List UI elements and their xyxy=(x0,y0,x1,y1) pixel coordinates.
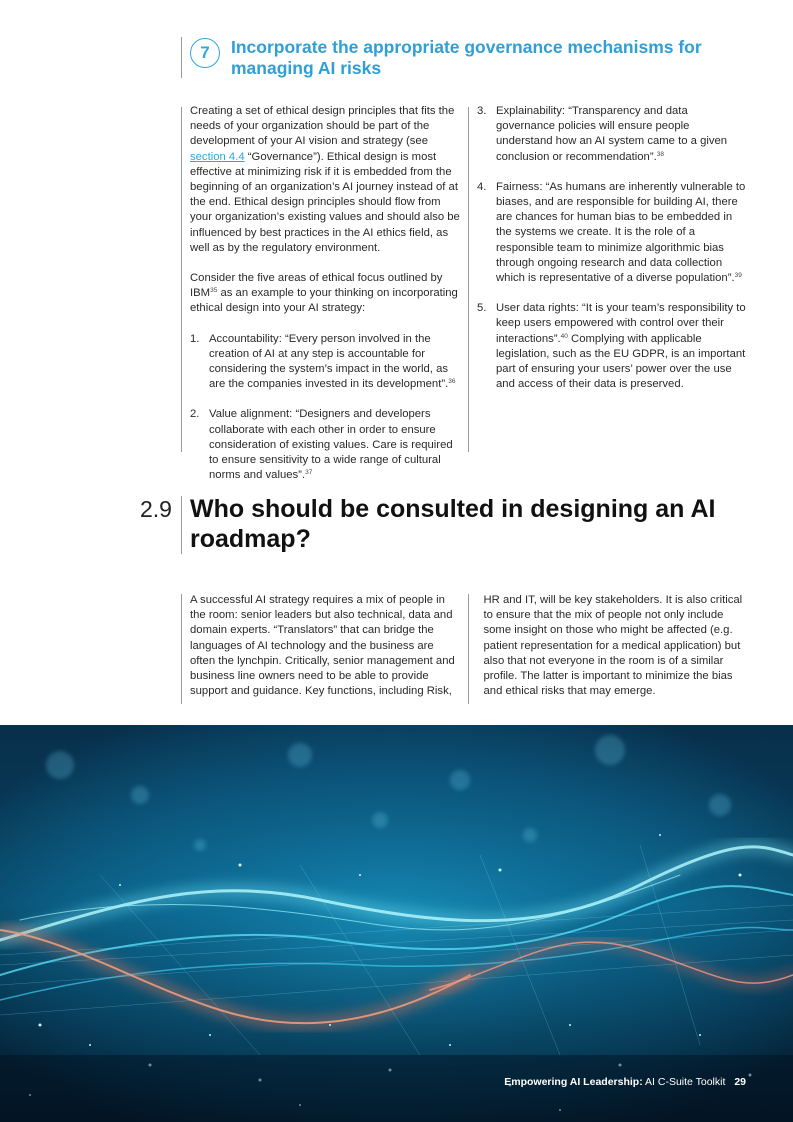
section-body: A successful AI strategy requires a mix of people in the room: senior leaders but also technical, data and domain experts. “Translators” that can bridge the languages of AI technology and the business are often the lynchpin. Critically, senior management and business line owners need to be able to provide support and guidance. Key functions, including Risk, HR and IT, will be key stakeholders. It is also critical to ensure that the mix of people not only include some insight on those who might be affected (e.g. patient representation for a medical application) but also that not everyone in the room is of a similar profile. The latter is important to minimize the bias and ethical risks that may emerge. xyxy=(190,594,743,698)
column-divider-left xyxy=(181,107,182,452)
list-item: 3. Explainability: “Transparency and data governance policies will ensure people understand how an AI system came to a given conclusion or recommendation”.$^{38}$ xyxy=(477,105,728,163)
list-item: 4. Fairness: “As humans are inherently vulnerable to biases, and are responsible for building AI, there are chances for human bias to be embedded in the systems we create. It is the role of a responsible team to minimize algorithmic bias through ongoing research and data collection which is representative of a diverse population”.$^{39}$ xyxy=(477,180,746,285)
intro-paragraph-1: Creating a set of ethical design principles that fits the needs of your organization should be part of the development of your AI vision and strategy (see section 4.4 “Governance”). Ethical design is most effective at minimizing risk if it is embedded from the beginning of an organization’s AI journey instead of at the end. Ethical design principles should flow from your organization’s existing values and should also be influenced by best practices in the AI ethics field, as well as by the regulatory environment. xyxy=(190,105,460,254)
step-divider xyxy=(181,37,182,78)
abstract-data-wave-image xyxy=(0,725,793,1122)
column-divider-mid xyxy=(468,107,469,452)
ethics-list-part-2 xyxy=(477,104,749,392)
section-4-4-link[interactable]: section 4.4 xyxy=(190,150,245,163)
ethics-list-part-1 xyxy=(190,332,462,484)
page-number: 29 xyxy=(734,1076,746,1088)
step-number-badge: 7 xyxy=(190,38,220,68)
list-item: 2. Value alignment: “Designers and developers collaborate with each other in order to ensure consideration of existing values. Care is required to ensure sensitivity to a wide range of cultural norms and values”.$^{37}$ xyxy=(190,408,453,482)
section-number: 2.9 xyxy=(140,496,172,522)
footer-title: AI C-Suite Toolkit xyxy=(645,1076,726,1088)
intro-paragraph-2: Consider the five areas of ethical focus outlined by IBM$^{35}$ as an example to your thinking on incorporating ethical design into your AI strategy: xyxy=(190,272,458,315)
section-title: Who should be consulted in designing an AI roadmap? xyxy=(190,495,716,553)
page-footer xyxy=(504,1076,746,1088)
list-item: 1. Accountability: “Every person involved in the creation of AI at any step is accountable for considering the system’s impact in the world, as are the companies invested in its development”.$^{36}$ xyxy=(190,332,456,391)
right-column xyxy=(477,104,749,407)
hero-image xyxy=(0,725,793,1122)
section-divider xyxy=(181,496,182,554)
left-column xyxy=(190,104,462,483)
footer-title-bold: Empowering AI Leadership: xyxy=(504,1076,643,1088)
list-item: 5. User data rights: “It is your team’s responsibility to keep users empowered with control over their interactions”.$^{40}$ Complying with applicable legislation, such as the EU GDPR, is an important part of ensuring your users’ power over the use and access of their data is preserved. xyxy=(477,302,746,391)
step-title: Incorporate the appropriate governance mechanisms for managing AI risks xyxy=(231,37,702,78)
column-divider-left-2 xyxy=(181,594,182,704)
